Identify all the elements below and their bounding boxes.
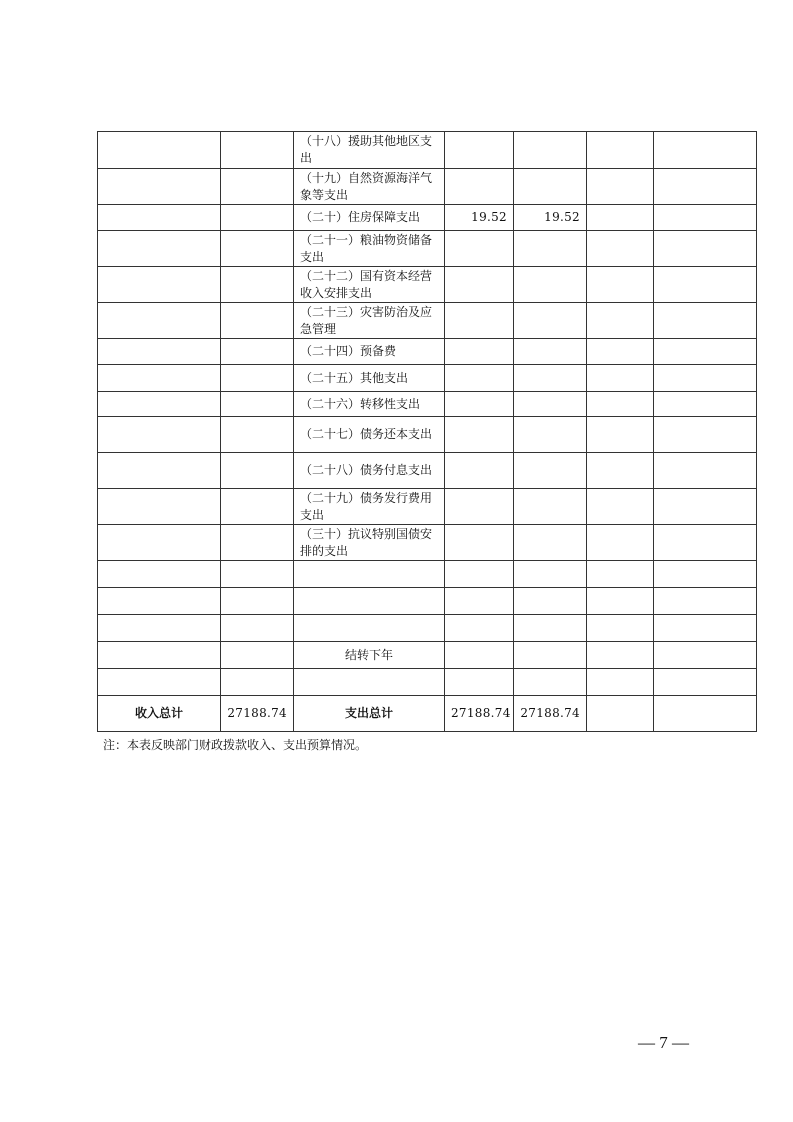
table-row [98, 365, 757, 392]
expense-amount-general [514, 615, 587, 642]
table-cell [654, 303, 757, 339]
table-cell [98, 231, 221, 267]
expense-total-label: 支出总计 [294, 696, 445, 732]
expense-amount [445, 453, 514, 489]
table-cell [587, 169, 654, 205]
expense-amount-general: 19.52 [514, 205, 587, 231]
table-cell [654, 132, 757, 169]
income-total-label: 收入总计 [98, 696, 221, 732]
table-cell [221, 669, 294, 696]
table-row [98, 231, 757, 267]
expense-amount-general [514, 489, 587, 525]
expense-amount-general [514, 169, 587, 205]
table-cell [221, 303, 294, 339]
table-cell [654, 169, 757, 205]
expense-amount [445, 489, 514, 525]
expense-total-value: 27188.74 [445, 696, 514, 732]
expense-amount [445, 642, 514, 669]
table-cell [654, 669, 757, 696]
table-cell [98, 169, 221, 205]
expense-amount-general [514, 525, 587, 561]
table-cell [654, 231, 757, 267]
table-cell [654, 417, 757, 453]
table-row [98, 303, 757, 339]
table-cell [98, 303, 221, 339]
table-cell [221, 525, 294, 561]
table-cell [221, 588, 294, 615]
expense-amount-general [514, 453, 587, 489]
table-cell [587, 365, 654, 392]
expense-amount [445, 525, 514, 561]
table-cell [587, 303, 654, 339]
expense-item [294, 588, 445, 615]
expense-item: （二十八）债务付息支出 [294, 453, 445, 489]
table-cell [221, 132, 294, 169]
table-note: 注：本表反映部门财政拨款收入、支出预算情况。 [103, 738, 368, 752]
table-cell [221, 365, 294, 392]
table-cell [587, 453, 654, 489]
table-cell [587, 267, 654, 303]
table-cell [587, 525, 654, 561]
expense-item [294, 669, 445, 696]
table-cell [654, 642, 757, 669]
table-cell [654, 453, 757, 489]
table-cell [98, 365, 221, 392]
table-cell [654, 267, 757, 303]
table-row [98, 267, 757, 303]
table-row [98, 339, 757, 365]
table-cell [98, 669, 221, 696]
page-number: — 7 — [638, 1033, 689, 1052]
table-cell [221, 453, 294, 489]
table-row [98, 642, 757, 669]
expense-item: （三十）抗议特别国债安排的支出 [294, 525, 445, 561]
table-row [98, 417, 757, 453]
expense-item: （二十七）债务还本支出 [294, 417, 445, 453]
table-cell [98, 525, 221, 561]
expense-amount-general [514, 267, 587, 303]
expense-item: （二十一）粮油物资储备支出 [294, 231, 445, 267]
table-cell [654, 588, 757, 615]
table-cell [587, 642, 654, 669]
table-cell [587, 615, 654, 642]
table-cell [654, 489, 757, 525]
table-row [98, 392, 757, 417]
expense-amount [445, 303, 514, 339]
expense-item: （二十六）转移性支出 [294, 392, 445, 417]
expense-item: （二十二）国有资本经营收入安排支出 [294, 267, 445, 303]
table-cell [654, 339, 757, 365]
table-row [98, 132, 757, 169]
expense-amount [445, 392, 514, 417]
table-cell [221, 615, 294, 642]
expense-item: （二十五）其他支出 [294, 365, 445, 392]
table-cell [98, 588, 221, 615]
table-cell [221, 417, 294, 453]
table-cell [221, 339, 294, 365]
table-cell [221, 561, 294, 588]
table-cell [654, 561, 757, 588]
table-cell [587, 417, 654, 453]
expense-item [294, 561, 445, 588]
table-cell [654, 365, 757, 392]
expense-amount [445, 417, 514, 453]
table-cell [98, 615, 221, 642]
table-cell [98, 642, 221, 669]
expense-item: 结转下年 [294, 642, 445, 669]
expense-amount [445, 169, 514, 205]
expense-item: （二十九）债务发行费用支出 [294, 489, 445, 525]
table-row [98, 525, 757, 561]
expense-amount [445, 231, 514, 267]
expense-amount-general [514, 339, 587, 365]
table-row [98, 489, 757, 525]
expense-amount-general [514, 231, 587, 267]
table-cell [587, 561, 654, 588]
income-total-value: 27188.74 [221, 696, 294, 732]
expense-amount-general [514, 642, 587, 669]
expense-item [294, 615, 445, 642]
table-cell [221, 489, 294, 525]
table-row [98, 561, 757, 588]
table-cell [654, 525, 757, 561]
expense-amount [445, 267, 514, 303]
expense-amount [445, 339, 514, 365]
table-cell [98, 132, 221, 169]
table-row [98, 453, 757, 489]
table-cell [587, 392, 654, 417]
table-row [98, 588, 757, 615]
table-cell [654, 205, 757, 231]
table-cell [221, 205, 294, 231]
expense-item: （十九）自然资源海洋气象等支出 [294, 169, 445, 205]
table-row [98, 169, 757, 205]
table-row [98, 205, 757, 231]
expense-amount [445, 365, 514, 392]
expense-amount-general [514, 669, 587, 696]
table-cell [98, 339, 221, 365]
table-cell [654, 615, 757, 642]
expense-amount: 19.52 [445, 205, 514, 231]
table-cell [587, 588, 654, 615]
budget-table [97, 131, 757, 732]
table-cell [654, 696, 757, 732]
expense-amount [445, 615, 514, 642]
expense-amount-general [514, 417, 587, 453]
expense-total-general-value: 27188.74 [514, 696, 587, 732]
table-cell [587, 489, 654, 525]
expense-amount-general [514, 588, 587, 615]
table-cell [98, 489, 221, 525]
expense-amount [445, 561, 514, 588]
expense-amount [445, 132, 514, 169]
table-cell [654, 392, 757, 417]
totals-row [98, 696, 757, 732]
expense-amount-general [514, 392, 587, 417]
expense-amount-general [514, 303, 587, 339]
table-cell [98, 392, 221, 417]
expense-item: （十八）援助其他地区支出 [294, 132, 445, 169]
expense-amount-general [514, 561, 587, 588]
table-row [98, 615, 757, 642]
table-cell [221, 267, 294, 303]
table-cell [221, 392, 294, 417]
table-row [98, 669, 757, 696]
expense-amount [445, 588, 514, 615]
table-cell [221, 169, 294, 205]
table-cell [587, 205, 654, 231]
expense-amount-general [514, 365, 587, 392]
expense-amount-general [514, 132, 587, 169]
table-cell [98, 267, 221, 303]
table-cell [221, 231, 294, 267]
table-cell [221, 642, 294, 669]
expense-item: （二十四）预备费 [294, 339, 445, 365]
table-cell [587, 696, 654, 732]
table-cell [98, 205, 221, 231]
table-cell [98, 453, 221, 489]
expense-item: （二十）住房保障支出 [294, 205, 445, 231]
table-cell [587, 231, 654, 267]
table-cell [587, 132, 654, 169]
table-cell [587, 339, 654, 365]
table-cell [98, 417, 221, 453]
table-cell [587, 669, 654, 696]
expense-amount [445, 669, 514, 696]
expense-item: （二十三）灾害防治及应急管理 [294, 303, 445, 339]
table-cell [98, 561, 221, 588]
